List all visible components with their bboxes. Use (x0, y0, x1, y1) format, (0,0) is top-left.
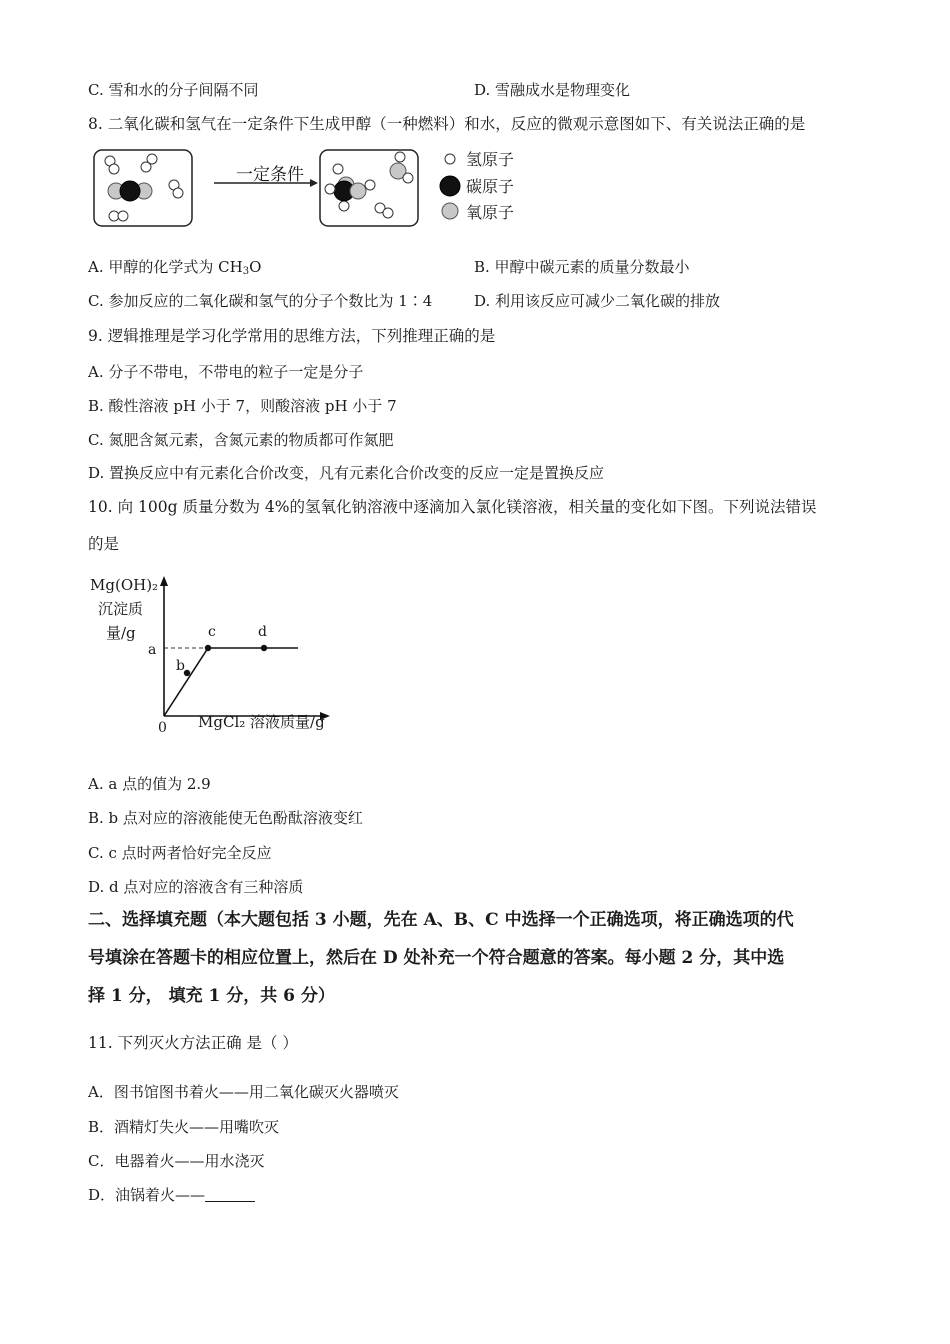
y-axis-arrow (160, 576, 168, 586)
q8-reaction-diagram (90, 145, 540, 235)
q10-stem-line2: 的是 (88, 535, 120, 553)
section2-line1: 二、选择填充题（本大题包括 3 小题，先在 A、B、C 中选择一个正确选项，将正确选项的代 (88, 910, 794, 930)
q8-stem: 8. 二氧化碳和氢气在一定条件下生成甲醇（一种燃料）和水，反应的微观示意图如下、有关说法正确的是 (88, 115, 806, 133)
q7-option-d: D. 雪融成水是物理变化 (474, 81, 631, 99)
condition-label: 一定条件 (236, 165, 304, 185)
origin-label: 0 (158, 720, 167, 734)
oxygen-legend-icon (442, 203, 458, 219)
y-label-1: Mg(OH)₂ (90, 576, 159, 594)
q9-option-c: C. 氮肥含氮元素，含氮元素的物质都可作氮肥 (88, 431, 394, 449)
q9-option-b: B. 酸性溶液 pH 小于 7，则酸溶液 pH 小于 7 (88, 397, 397, 415)
q10-option-d: D. d 点对应的溶液含有三种溶质 (88, 878, 304, 896)
point-d (261, 645, 267, 651)
q8-option-c: C. 参加反应的二氧化碳和氢气的分子个数比为 1∶4 (88, 292, 433, 310)
q10-option-c: C. c 点时两者恰好完全反应 (88, 844, 272, 862)
y-label-3: 量/g (106, 624, 136, 642)
q10-stem-line1: 10. 向 100g 质量分数为 4%的氢氧化钠溶液中逐滴加入氯化镁溶液，相关量的变化如下图。下列说法错误 (88, 498, 817, 516)
legend-carbon: 碳原子 (466, 177, 515, 196)
reaction-diagram-svg (90, 145, 540, 235)
graph-svg (88, 574, 348, 734)
section2-line3: 择 1 分， 填充 1 分，共 6 分） (88, 986, 335, 1006)
q10-graph (88, 574, 348, 734)
hydrogen-legend-icon (445, 154, 455, 164)
x-label: MgCl₂ 溶液质量/g (198, 713, 325, 731)
q8-option-b: B. 甲醇中碳元素的质量分数最小 (474, 258, 690, 276)
q11-option-b: B．酒精灯失火——用嘴吹灭 (88, 1118, 280, 1136)
q8-option-a: A. 甲醇的化学式为 $CH_3O$ (88, 258, 262, 277)
point-c (205, 645, 211, 651)
q11-option-d: D．油锅着火—— (88, 1185, 255, 1205)
q9-option-d: D. 置换反应中有元素化合价改变，凡有元素化合价改变的反应一定是置换反应 (88, 464, 605, 482)
q11-option-c: C．电器着火——用水浇灭 (88, 1152, 265, 1170)
carbon-legend-icon (440, 176, 460, 196)
answer-blank[interactable] (205, 1187, 255, 1202)
point-d-label: d (258, 624, 267, 640)
q11-option-a: A．图书馆图书着火——用二氧化碳灭火器喷灭 (88, 1083, 399, 1101)
legend-oxygen: 氧原子 (466, 203, 515, 222)
q11-stem: 11. 下列灭火方法正确 是（ ） (88, 1034, 298, 1052)
q7-option-c: C. 雪和水的分子间隔不同 (88, 81, 259, 99)
q8-option-d: D. 利用该反应可减少二氧化碳的排放 (474, 292, 721, 310)
q9-option-a: A. 分子不带电，不带电的粒子一定是分子 (88, 363, 364, 381)
point-b-label: b (176, 658, 185, 674)
q10-option-a: A. a 点的值为 2.9 (88, 775, 211, 793)
legend-hydrogen: 氢原子 (466, 150, 515, 169)
q9-stem: 9. 逻辑推理是学习化学常用的思维方法，下列推理正确的是 (88, 327, 496, 345)
point-c-label: c (208, 624, 216, 640)
reaction-arrow-head (310, 179, 318, 187)
rising-line (164, 648, 208, 716)
q10-option-b: B. b 点对应的溶液能使无色酚酞溶液变红 (88, 809, 363, 827)
y-label-2: 沉淀质 (98, 600, 144, 618)
section2-line2: 号填涂在答题卡的相应位置上，然后在 D 处补充一个符合题意的答案。每小题 2 分，其中选 (88, 948, 785, 968)
point-a-label: a (148, 642, 157, 658)
